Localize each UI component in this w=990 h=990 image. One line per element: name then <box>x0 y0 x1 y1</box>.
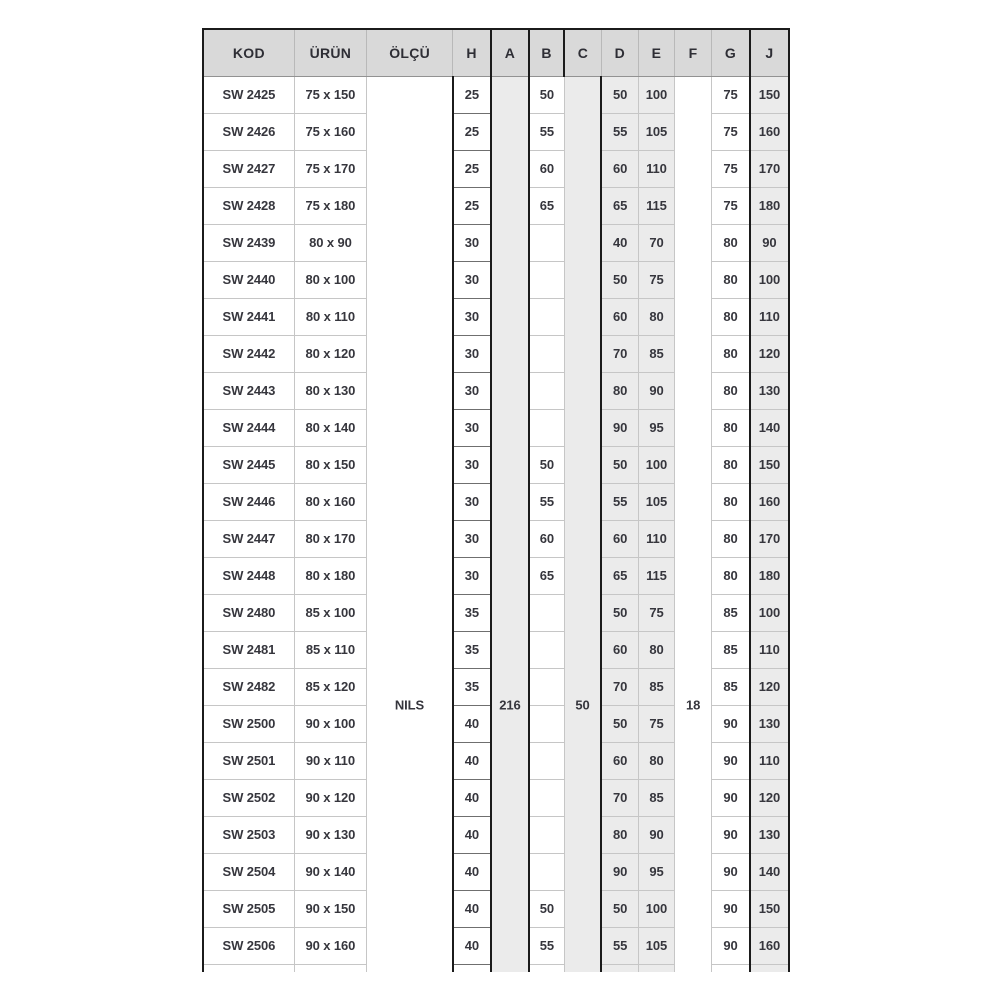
cell-g: 80 <box>712 372 750 409</box>
cell-j: 160 <box>750 927 789 964</box>
cell-olcu: 75 x 180 <box>294 187 366 224</box>
table-body <box>203 76 789 972</box>
cell-c <box>529 705 564 742</box>
cell-olcu: 90 x 130 <box>294 816 366 853</box>
cell-a: 25 <box>453 76 491 113</box>
cell-j: 180 <box>750 187 789 224</box>
cell-c: 50 <box>529 890 564 927</box>
cell-c <box>529 816 564 853</box>
cell-a: 25 <box>453 113 491 150</box>
cell-olcu: 85 x 100 <box>294 594 366 631</box>
cell-d: 55 <box>601 113 638 150</box>
cell-a: 25 <box>453 187 491 224</box>
cell-d: 50 <box>601 890 638 927</box>
cell-d: 65 <box>601 187 638 224</box>
cell-a: 30 <box>453 409 491 446</box>
cell-kod: SW 2482 <box>203 668 294 705</box>
cell-d: 70 <box>601 335 638 372</box>
cell-f: 105 <box>638 113 674 150</box>
cell-olcu: 80 x 160 <box>294 483 366 520</box>
col-header-h: H <box>453 29 491 76</box>
cell-kod <box>203 964 294 972</box>
cell-a: 30 <box>453 335 491 372</box>
cell-d: 65 <box>601 557 638 594</box>
col-header-kod: KOD <box>203 29 294 76</box>
cell-kod: SW 2442 <box>203 335 294 372</box>
cell-g: 80 <box>712 298 750 335</box>
merged-b-value: 50 <box>575 697 590 712</box>
cell-c <box>529 742 564 779</box>
cell-kod: SW 2441 <box>203 298 294 335</box>
cell-kod: SW 2443 <box>203 372 294 409</box>
cell-g: 90 <box>712 816 750 853</box>
cell-j: 180 <box>750 557 789 594</box>
cell-g: 80 <box>712 446 750 483</box>
cell-j: 170 <box>750 520 789 557</box>
cell-c <box>529 261 564 298</box>
cell-f: 115 <box>638 557 674 594</box>
col-header-c: C <box>564 29 601 76</box>
cell-f: 80 <box>638 742 674 779</box>
header-row <box>203 29 789 76</box>
cell-d: 90 <box>601 853 638 890</box>
cell-c <box>529 668 564 705</box>
cell-c <box>529 853 564 890</box>
cell-f: 100 <box>638 446 674 483</box>
cell-f: 70 <box>638 224 674 261</box>
cell-g: 75 <box>712 150 750 187</box>
merged-e-value: 18 <box>685 697 701 712</box>
cell-g: 75 <box>712 113 750 150</box>
cell-j: 130 <box>750 705 789 742</box>
cell-d: 60 <box>601 520 638 557</box>
cell-kod: SW 2447 <box>203 520 294 557</box>
cell-d <box>601 964 638 972</box>
cell-d: 50 <box>601 76 638 113</box>
cell-j: 170 <box>750 150 789 187</box>
cell-a: 40 <box>453 927 491 964</box>
cell-d: 60 <box>601 298 638 335</box>
cell-f: 85 <box>638 779 674 816</box>
cell-f: 80 <box>638 298 674 335</box>
cell-f: 90 <box>638 816 674 853</box>
cell-f: 75 <box>638 261 674 298</box>
cell-j <box>750 964 789 972</box>
cell-merged-e <box>675 76 712 972</box>
cell-d: 50 <box>601 446 638 483</box>
cell-f: 95 <box>638 853 674 890</box>
cell-olcu: 85 x 110 <box>294 631 366 668</box>
table-row <box>203 76 789 113</box>
cell-olcu <box>294 964 366 972</box>
cell-f: 75 <box>638 594 674 631</box>
cell-kod: SW 2480 <box>203 594 294 631</box>
cell-kod: SW 2448 <box>203 557 294 594</box>
cell-c <box>529 779 564 816</box>
cell-g: 80 <box>712 520 750 557</box>
cell-g: 85 <box>712 594 750 631</box>
cell-a: 30 <box>453 446 491 483</box>
cell-olcu: 80 x 110 <box>294 298 366 335</box>
cell-a: 40 <box>453 816 491 853</box>
cell-olcu: 75 x 160 <box>294 113 366 150</box>
cell-j: 110 <box>750 742 789 779</box>
cell-c: 55 <box>529 927 564 964</box>
col-header-g: G <box>712 29 750 76</box>
cell-d: 60 <box>601 150 638 187</box>
cell-kod: SW 2504 <box>203 853 294 890</box>
cell-g <box>712 964 750 972</box>
cell-kod: SW 2425 <box>203 76 294 113</box>
cell-kod: SW 2481 <box>203 631 294 668</box>
col-header-urun: ÜRÜN <box>294 29 366 76</box>
cell-olcu: 80 x 100 <box>294 261 366 298</box>
cell-kod: SW 2506 <box>203 927 294 964</box>
cell-d: 55 <box>601 927 638 964</box>
cell-olcu: 90 x 100 <box>294 705 366 742</box>
cell-j: 150 <box>750 446 789 483</box>
cell-olcu: 75 x 170 <box>294 150 366 187</box>
cell-merged-h <box>491 76 529 972</box>
cell-d: 70 <box>601 779 638 816</box>
cell-olcu: 75 x 150 <box>294 76 366 113</box>
cell-a: 35 <box>453 668 491 705</box>
cell-d: 70 <box>601 668 638 705</box>
cell-d: 60 <box>601 631 638 668</box>
cell-olcu: 80 x 140 <box>294 409 366 446</box>
cell-c: 60 <box>529 150 564 187</box>
cell-olcu: 90 x 150 <box>294 890 366 927</box>
cell-kod: SW 2446 <box>203 483 294 520</box>
cell-d: 80 <box>601 816 638 853</box>
cell-a: 30 <box>453 557 491 594</box>
cell-a: 40 <box>453 779 491 816</box>
cell-j: 130 <box>750 372 789 409</box>
col-header-j: J <box>750 29 789 76</box>
cell-d: 55 <box>601 483 638 520</box>
cell-c: 50 <box>529 446 564 483</box>
cell-f: 80 <box>638 631 674 668</box>
cell-j: 120 <box>750 668 789 705</box>
cell-a: 40 <box>453 705 491 742</box>
cell-j: 90 <box>750 224 789 261</box>
cell-c <box>529 631 564 668</box>
cell-olcu: 80 x 90 <box>294 224 366 261</box>
cell-kod: SW 2439 <box>203 224 294 261</box>
cell-kod: SW 2427 <box>203 150 294 187</box>
cell-g: 90 <box>712 705 750 742</box>
cell-c: 65 <box>529 187 564 224</box>
col-header-f: F <box>675 29 712 76</box>
cell-a: 25 <box>453 150 491 187</box>
cell-a: 30 <box>453 224 491 261</box>
cell-olcu: 80 x 130 <box>294 372 366 409</box>
col-header-b: B <box>529 29 564 76</box>
col-header-olcu: ÖLÇÜ <box>367 29 453 76</box>
cell-f: 100 <box>638 890 674 927</box>
cell-g: 80 <box>712 409 750 446</box>
cell-olcu: 85 x 120 <box>294 668 366 705</box>
cell-f: 105 <box>638 927 674 964</box>
cell-f <box>638 964 674 972</box>
cell-c <box>529 964 564 972</box>
cell-c <box>529 224 564 261</box>
cell-f: 75 <box>638 705 674 742</box>
cell-j: 140 <box>750 409 789 446</box>
cell-j: 150 <box>750 76 789 113</box>
cell-c <box>529 409 564 446</box>
cell-c <box>529 372 564 409</box>
cell-f: 95 <box>638 409 674 446</box>
col-header-e: E <box>638 29 674 76</box>
cell-d: 40 <box>601 224 638 261</box>
cell-olcu: 80 x 120 <box>294 335 366 372</box>
cell-olcu: 90 x 140 <box>294 853 366 890</box>
cell-g: 85 <box>712 631 750 668</box>
cell-kod: SW 2428 <box>203 187 294 224</box>
cell-j: 110 <box>750 298 789 335</box>
cell-kod: SW 2444 <box>203 409 294 446</box>
cell-kod: SW 2503 <box>203 816 294 853</box>
cell-j: 130 <box>750 816 789 853</box>
cell-a: 40 <box>453 742 491 779</box>
cell-g: 90 <box>712 890 750 927</box>
cell-j: 100 <box>750 594 789 631</box>
cell-j: 160 <box>750 113 789 150</box>
cell-c: 55 <box>529 483 564 520</box>
cell-d: 50 <box>601 261 638 298</box>
col-header-a: A <box>491 29 529 76</box>
cell-c: 65 <box>529 557 564 594</box>
cell-a: 40 <box>453 890 491 927</box>
cell-g: 90 <box>712 742 750 779</box>
cell-d: 60 <box>601 742 638 779</box>
cell-a: 30 <box>453 298 491 335</box>
cell-c: 50 <box>529 76 564 113</box>
cell-olcu: 80 x 150 <box>294 446 366 483</box>
cell-merged-b <box>564 76 601 972</box>
cell-f: 105 <box>638 483 674 520</box>
cell-f: 100 <box>638 76 674 113</box>
cell-g: 90 <box>712 927 750 964</box>
cell-olcu: 80 x 170 <box>294 520 366 557</box>
cell-d: 50 <box>601 594 638 631</box>
cell-kod: SW 2505 <box>203 890 294 927</box>
cell-kod: SW 2426 <box>203 113 294 150</box>
cell-olcu: 90 x 160 <box>294 927 366 964</box>
cell-merged-urun <box>367 76 453 972</box>
cell-c: 55 <box>529 113 564 150</box>
merged-urun-value: NILS <box>394 697 425 712</box>
cell-f: 85 <box>638 668 674 705</box>
cell-g: 90 <box>712 853 750 890</box>
cell-a: 30 <box>453 372 491 409</box>
cell-kod: SW 2502 <box>203 779 294 816</box>
cell-a: 35 <box>453 594 491 631</box>
cell-olcu: 90 x 110 <box>294 742 366 779</box>
cell-j: 160 <box>750 483 789 520</box>
cell-j: 120 <box>750 779 789 816</box>
cell-f: 110 <box>638 520 674 557</box>
cell-g: 80 <box>712 483 750 520</box>
cell-j: 110 <box>750 631 789 668</box>
cell-g: 80 <box>712 224 750 261</box>
cell-kod: SW 2440 <box>203 261 294 298</box>
cell-j: 120 <box>750 335 789 372</box>
cell-j: 150 <box>750 890 789 927</box>
size-table <box>202 28 790 972</box>
cell-a: 30 <box>453 483 491 520</box>
cell-a: 30 <box>453 520 491 557</box>
cell-g: 80 <box>712 261 750 298</box>
cell-d: 80 <box>601 372 638 409</box>
cell-g: 80 <box>712 335 750 372</box>
cell-olcu: 80 x 180 <box>294 557 366 594</box>
cell-f: 110 <box>638 150 674 187</box>
cell-a: 35 <box>453 631 491 668</box>
cell-g: 90 <box>712 779 750 816</box>
cell-d: 90 <box>601 409 638 446</box>
cell-c <box>529 298 564 335</box>
cell-j: 140 <box>750 853 789 890</box>
cell-g: 75 <box>712 76 750 113</box>
cell-kod: SW 2445 <box>203 446 294 483</box>
cell-g: 85 <box>712 668 750 705</box>
cell-a: 40 <box>453 853 491 890</box>
cell-g: 80 <box>712 557 750 594</box>
cell-olcu: 90 x 120 <box>294 779 366 816</box>
cell-c: 60 <box>529 520 564 557</box>
merged-h-value: 216 <box>499 697 521 712</box>
cell-a <box>453 964 491 972</box>
cell-f: 85 <box>638 335 674 372</box>
cell-g: 75 <box>712 187 750 224</box>
cell-f: 90 <box>638 372 674 409</box>
cell-f: 115 <box>638 187 674 224</box>
cell-j: 100 <box>750 261 789 298</box>
cell-a: 30 <box>453 261 491 298</box>
cell-d: 50 <box>601 705 638 742</box>
cell-kod: SW 2500 <box>203 705 294 742</box>
table-header <box>203 29 789 76</box>
cell-kod: SW 2501 <box>203 742 294 779</box>
size-table-container <box>202 28 792 972</box>
cell-c <box>529 335 564 372</box>
col-header-d: D <box>601 29 638 76</box>
cell-c <box>529 594 564 631</box>
